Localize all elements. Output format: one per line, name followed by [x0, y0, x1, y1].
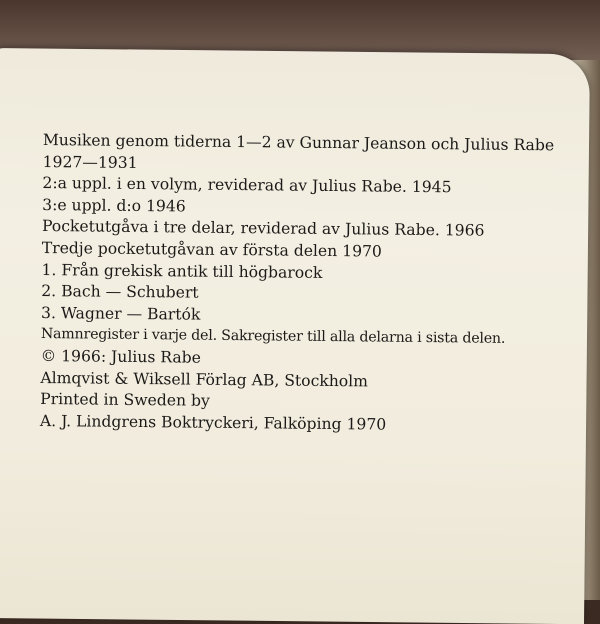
- volume-item: 2. Bach — Schubert: [41, 282, 199, 302]
- edition-line: Tredje pocketutgåvan av första delen 1970: [41, 238, 382, 261]
- edition-line: 2:a uppl. i en volym, reviderad av Julius Rabe. 1945: [42, 174, 452, 197]
- volume-item: 3. Wagner — Bartók: [40, 303, 201, 324]
- copyright-line: © 1966: Julius Rabe: [40, 346, 202, 367]
- years-line: 1927—1931: [42, 152, 138, 172]
- title-line: Musiken genom tiderna 1—2 av Gunnar Jeanson och Julius Rabe: [42, 130, 555, 155]
- printer-line: A. J. Lindgrens Boktryckeri, Falköping 1970: [39, 411, 387, 434]
- printer-line: Printed in Sweden by: [40, 390, 210, 410]
- edition-line: Pocketutgåva i tre delar, reviderad av Julius Rabe. 1966: [41, 217, 485, 241]
- index-note: Namnregister i varje del. Sakregister till alla delarna i sista delen.: [40, 326, 506, 348]
- publisher-line: Almqvist & Wiksell Förlag AB, Stockholm: [40, 368, 369, 390]
- volume-item: 1. Från grekisk antik till högbarock: [41, 260, 323, 282]
- colophon-text: [40, 130, 588, 438]
- edition-line: 3:e uppl. d:o 1946: [42, 195, 186, 216]
